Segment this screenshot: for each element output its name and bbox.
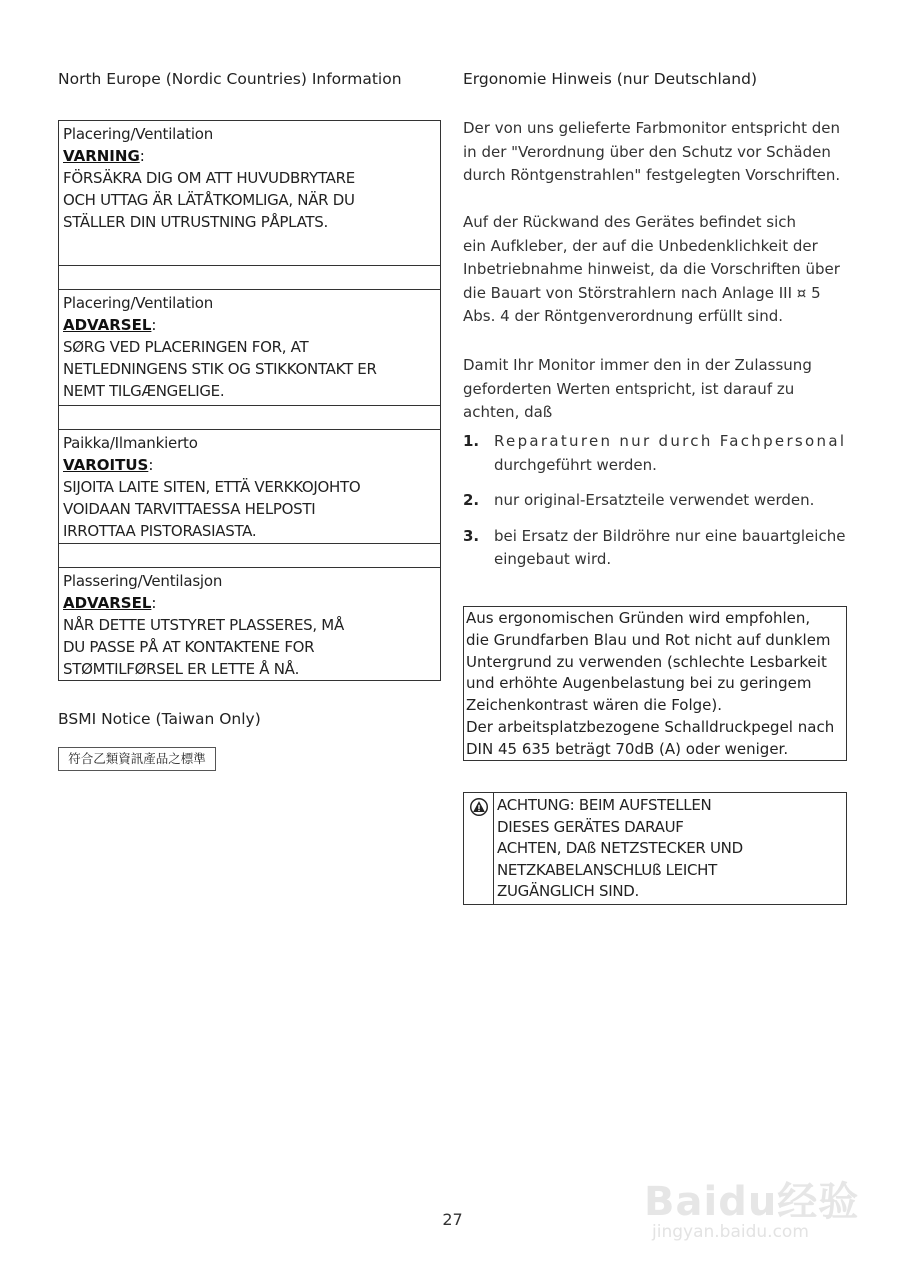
baidu-watermark xyxy=(640,1140,860,1260)
watermark-logo: Baidu经验 xyxy=(644,1179,860,1225)
list-line: bei Ersatz der Bildröhre nur eine bauartgleiche xyxy=(494,526,846,545)
table-spacer-row xyxy=(59,266,440,290)
box-line: und erhöhte Augenbelastung bei zu geringem xyxy=(466,674,812,693)
nordic-block-finland xyxy=(59,430,440,544)
warning-line: VOIDAAN TARVITTAESSA HELPOSTI xyxy=(63,500,316,518)
achtung-line: ACHTUNG: BEIM AUFSTELLEN xyxy=(497,796,712,814)
nordic-block-norway xyxy=(59,568,440,680)
block-subtitle: Paikka/Ilmankierto xyxy=(63,434,198,452)
paragraph-line: Der von uns gelieferte Farbmonitor entspricht den xyxy=(463,119,841,137)
achtung-line: DIESES GERÄTES DARAUF xyxy=(497,817,684,836)
achtung-warning-box xyxy=(463,792,847,905)
list-line: durchgeführt werden. xyxy=(494,455,657,474)
ergonomie-heading: Ergonomie Hinweis (nur Deutschland) xyxy=(463,70,758,88)
warning-word: ADVARSEL xyxy=(63,594,152,612)
paragraph-line: Abs. 4 der Röntgenverordnung erfüllt sind. xyxy=(463,307,784,325)
list-line: Reparaturen nur durch Fachpersonal xyxy=(494,432,847,450)
warning-line: FÖRSÄKRA DIG OM ATT HUVUDBRYTARE xyxy=(63,169,355,187)
paragraph-line: geforderten Werten entspricht, ist darauf zu xyxy=(463,379,795,398)
nordic-block-denmark xyxy=(59,290,440,406)
nordic-info-table xyxy=(58,120,441,681)
list-item xyxy=(463,430,848,477)
list-item xyxy=(463,525,848,572)
paragraph-line: Damit Ihr Monitor immer den in der Zulassung xyxy=(463,356,812,374)
list-line: eingebaut wird. xyxy=(494,550,612,568)
paragraph-3 xyxy=(463,354,848,425)
paragraph-line: ein Aufkleber, der auf die Unbedenklichkeit der xyxy=(463,236,818,255)
warning-line: STØMTILFØRSEL ER LETTE Å NÅ. xyxy=(63,660,300,678)
warning-word: ADVARSEL xyxy=(63,316,152,334)
warning-word: VARNING xyxy=(63,147,140,165)
paragraph-line: Auf der Rückwand des Gerätes befindet sich xyxy=(463,213,797,231)
warning-line: OCH UTTAG ÄR LÄTÅTKOMLIGA, NÄR DU xyxy=(63,191,355,209)
paragraph-2 xyxy=(463,211,848,329)
achtung-line: ACHTEN, DAß NETZSTECKER UND xyxy=(497,839,743,857)
warning-line: DU PASSE PÅ AT KONTAKTENE FOR xyxy=(63,638,315,656)
list-number: 1. xyxy=(463,432,480,450)
page-number: 27 xyxy=(442,1210,463,1229)
warning-word: VAROITUS xyxy=(63,456,149,474)
paragraph-line: achten, daß xyxy=(463,403,553,421)
warning-icon-cell xyxy=(464,793,494,904)
warning-line: NETLEDNINGENS STIK OG STIKKONTAKT ER xyxy=(63,360,377,378)
bsmi-label-box: 符合乙類資訊產品之標準 xyxy=(58,747,216,771)
box-line: Untergrund zu verwenden (schlechte Lesbarkeit xyxy=(466,652,827,671)
paragraph-line: die Bauart von Störstrahlern nach Anlage III ¤ 5 xyxy=(463,283,821,302)
list-number: 3. xyxy=(463,526,480,545)
achtung-line: NETZKABELANSCHLUß LEICHT xyxy=(497,860,717,879)
warning-label: VARNING: xyxy=(63,147,145,165)
paragraph-1 xyxy=(463,117,848,188)
achtung-text xyxy=(497,795,743,903)
paragraph-line: Inbetriebnahme hinweist, da die Vorschriften über xyxy=(463,260,840,278)
warning-line: NEMT TILGÆNGELIGE. xyxy=(63,382,225,400)
list-number: 2. xyxy=(463,491,480,509)
warning-line: IRROTTAA PISTORASIASTA. xyxy=(63,522,257,540)
box-line: die Grundfarben Blau und Rot nicht auf dunklem xyxy=(466,630,831,649)
watermark-url: jingyan.baidu.com xyxy=(652,1222,809,1242)
box-line: Zeichenkontrast wären die Folge). xyxy=(466,696,722,715)
box-line: Aus ergonomischen Gründen wird empfohlen, xyxy=(466,609,811,627)
nordic-block-sweden xyxy=(59,121,440,266)
list-line: nur original-Ersatzteile verwendet werden. xyxy=(494,491,815,509)
table-spacer-row xyxy=(59,406,440,430)
block-subtitle: Placering/Ventilation xyxy=(63,125,214,143)
block-subtitle: Plassering/Ventilasjon xyxy=(63,572,223,590)
box-line: Der arbeitsplatzbezogene Schalldruckpegel nach xyxy=(466,717,835,736)
warning-line: NÅR DETTE UTSTYRET PLASSERES, MÅ xyxy=(63,616,344,634)
warning-label: VAROITUS: xyxy=(63,456,154,474)
nordic-heading: North Europe (Nordic Countries) Information xyxy=(58,70,402,88)
list-item xyxy=(463,489,848,513)
table-spacer-row xyxy=(59,544,440,568)
warning-line: STÄLLER DIN UTRUSTNING PÅPLATS. xyxy=(63,213,328,231)
paragraph-line: durch Röntgenstrahlen" festgelegten Vorschriften. xyxy=(463,166,841,184)
bsmi-heading: BSMI Notice (Taiwan Only) xyxy=(58,710,261,728)
warning-triangle-icon xyxy=(470,798,488,816)
box-line: DIN 45 635 beträgt 70dB (A) oder weniger. xyxy=(466,739,789,758)
achtung-line: ZUGÄNGLICH SIND. xyxy=(497,882,639,900)
requirements-list xyxy=(463,430,848,584)
paragraph-line: in der "Verordnung über den Schutz vor Schäden xyxy=(463,142,831,161)
warning-label: ADVARSEL: xyxy=(63,594,157,612)
warning-line: SØRG VED PLACERINGEN FOR, AT xyxy=(63,338,309,356)
block-subtitle: Placering/Ventilation xyxy=(63,294,214,312)
ergonomics-recommendation-box xyxy=(463,606,847,761)
warning-label: ADVARSEL: xyxy=(63,316,157,334)
warning-line: SIJOITA LAITE SITEN, ETTÄ VERKKOJOHTO xyxy=(63,478,361,496)
